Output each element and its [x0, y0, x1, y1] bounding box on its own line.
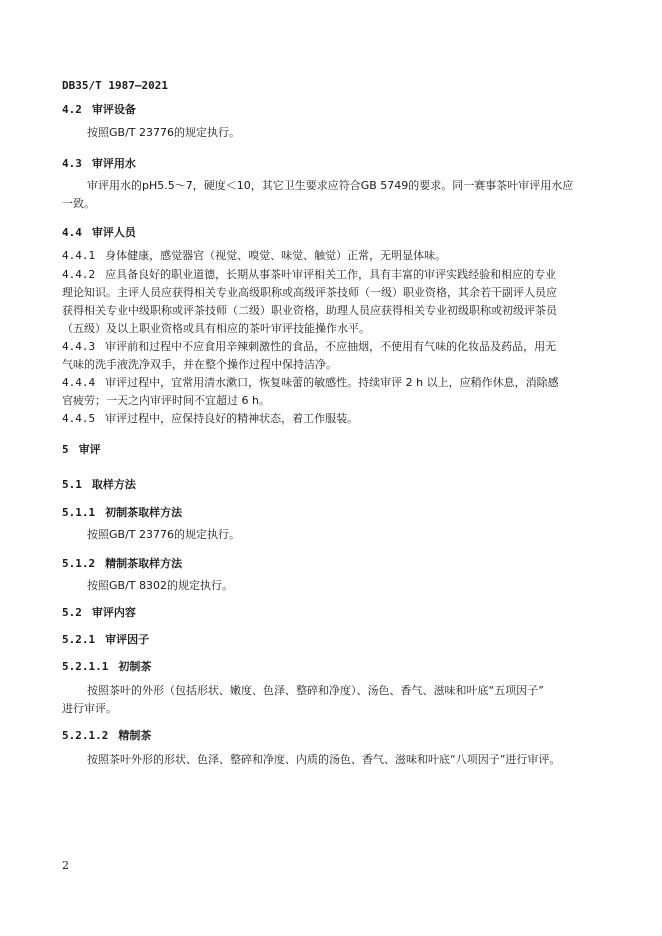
- section-number: 4.2: [62, 103, 82, 116]
- section-number: 5.1: [62, 478, 82, 491]
- clause-text: 身体健康，感觉器官（视觉、嗅觉、味觉、触觉）正常，无明显体味。: [105, 249, 447, 262]
- page-number: 2: [62, 859, 69, 872]
- clause-4-4-2: [62, 266, 556, 284]
- paragraph-5-2-1-1-line2: 进行审评。: [62, 702, 117, 715]
- heading-4-3: [62, 155, 136, 171]
- heading-4-2: [62, 101, 136, 117]
- heading-4-4: [62, 224, 136, 240]
- heading-5-1: [62, 476, 136, 492]
- section-title: 审评内容: [91, 606, 136, 619]
- heading-5-2-1-1: [62, 658, 151, 674]
- clause-number: 4.4.3: [62, 340, 96, 353]
- clause-text: 审评过程中，宜常用清水漱口，恢复味蕾的敏感性。持续审评 2 h 以上，应稍作休息，消除感: [105, 376, 559, 389]
- heading-5-2-1-2: [62, 727, 151, 743]
- section-title: 初制茶取样方法: [105, 506, 183, 519]
- heading-5-1-2: [62, 555, 182, 571]
- section-title: 精制茶: [118, 729, 152, 742]
- clause-text: 审评过程中，应保持良好的精神状态，着工作服装。: [105, 412, 359, 425]
- section-number: 5.2.1.2: [62, 729, 109, 742]
- paragraph-4-3-line2: 一致。: [62, 197, 95, 210]
- paragraph-4-2: 按照GB/T 23776的规定执行。: [87, 126, 240, 139]
- clause-text: 应具备良好的职业道德，长期从事茶叶审评相关工作，具有丰富的审评实践经验和相应的专业: [105, 268, 557, 281]
- section-title: 审评因子: [105, 633, 150, 646]
- section-title: 取样方法: [91, 478, 136, 491]
- document-id: DB35/T 1987—2021: [62, 79, 168, 92]
- clause-4-4-4: [62, 374, 559, 392]
- section-number: 4.3: [62, 157, 82, 170]
- heading-5: [62, 441, 101, 457]
- section-number: 5: [62, 443, 69, 456]
- clause-number: 4.4.5: [62, 412, 96, 425]
- section-title: 精制茶取样方法: [105, 557, 183, 570]
- section-number: 4.4: [62, 226, 82, 239]
- clause-number: 4.4.2: [62, 268, 96, 281]
- heading-5-2: [62, 604, 136, 620]
- section-title: 初制茶: [118, 660, 152, 673]
- clause-number: 4.4.4: [62, 376, 96, 389]
- section-number: 5.1.1: [62, 506, 96, 519]
- section-number: 5.1.2: [62, 557, 96, 570]
- clause-4-4-1: [62, 247, 446, 265]
- section-number: 5.2: [62, 606, 82, 619]
- heading-5-1-1: [62, 504, 182, 520]
- paragraph-5-1-2: 按照GB/T 8302的规定执行。: [87, 579, 233, 592]
- clause-4-4-2-line4: （五级）及以上职业资格或具有相应的茶叶审评技能操作水平。: [62, 322, 370, 335]
- section-title: 审评: [78, 443, 101, 456]
- clause-4-4-5: [62, 410, 358, 428]
- paragraph-5-2-1-1-line1: 按照茶叶的外形（包括形状、嫩度、色泽、整碎和净度）、汤色、香气、滋味和叶底“五项因子”: [87, 684, 544, 697]
- heading-5-2-1: [62, 631, 149, 647]
- clause-number: 4.4.1: [62, 249, 96, 262]
- section-title: 审评人员: [91, 226, 136, 239]
- paragraph-4-3-line1: 审评用水的pH5.5～7，硬度＜10，其它卫生要求应符合GB 5749的要求。同一赛事茶叶审评用水应: [87, 179, 574, 192]
- section-number: 5.2.1.1: [62, 660, 109, 673]
- clause-4-4-4-line2: 官疲劳；一天之内审评时间不宜超过 6 h。: [62, 394, 270, 407]
- clause-4-4-3: [62, 338, 556, 356]
- paragraph-5-2-1-2: 按照茶叶外形的形状、色泽、整碎和净度、内质的汤色、香气、滋味和叶底“八项因子”进行审评。: [87, 753, 561, 766]
- paragraph-5-1-1: 按照GB/T 23776的规定执行。: [87, 528, 240, 541]
- section-number: 5.2.1: [62, 633, 96, 646]
- clause-4-4-3-line2: 气味的洗手液洗净双手，并在整个操作过程中保持洁净。: [62, 358, 337, 371]
- section-title: 审评设备: [91, 103, 136, 116]
- clause-text: 审评前和过程中不应食用辛辣刺激性的食品，不应抽烟，不使用有气味的化妆品及药品，用无: [105, 340, 557, 353]
- clause-4-4-2-line3: 获得相关专业中级职称或评茶技师（二级）职业资格，助理人员应获得相关专业初级职称或初级评茶员: [62, 304, 557, 317]
- section-title: 审评用水: [91, 157, 136, 170]
- clause-4-4-2-line2: 理论知识。主评人员应获得相关专业高级职称或高级评茶技师（一级）职业资格，其余若干副评人员应: [62, 286, 557, 299]
